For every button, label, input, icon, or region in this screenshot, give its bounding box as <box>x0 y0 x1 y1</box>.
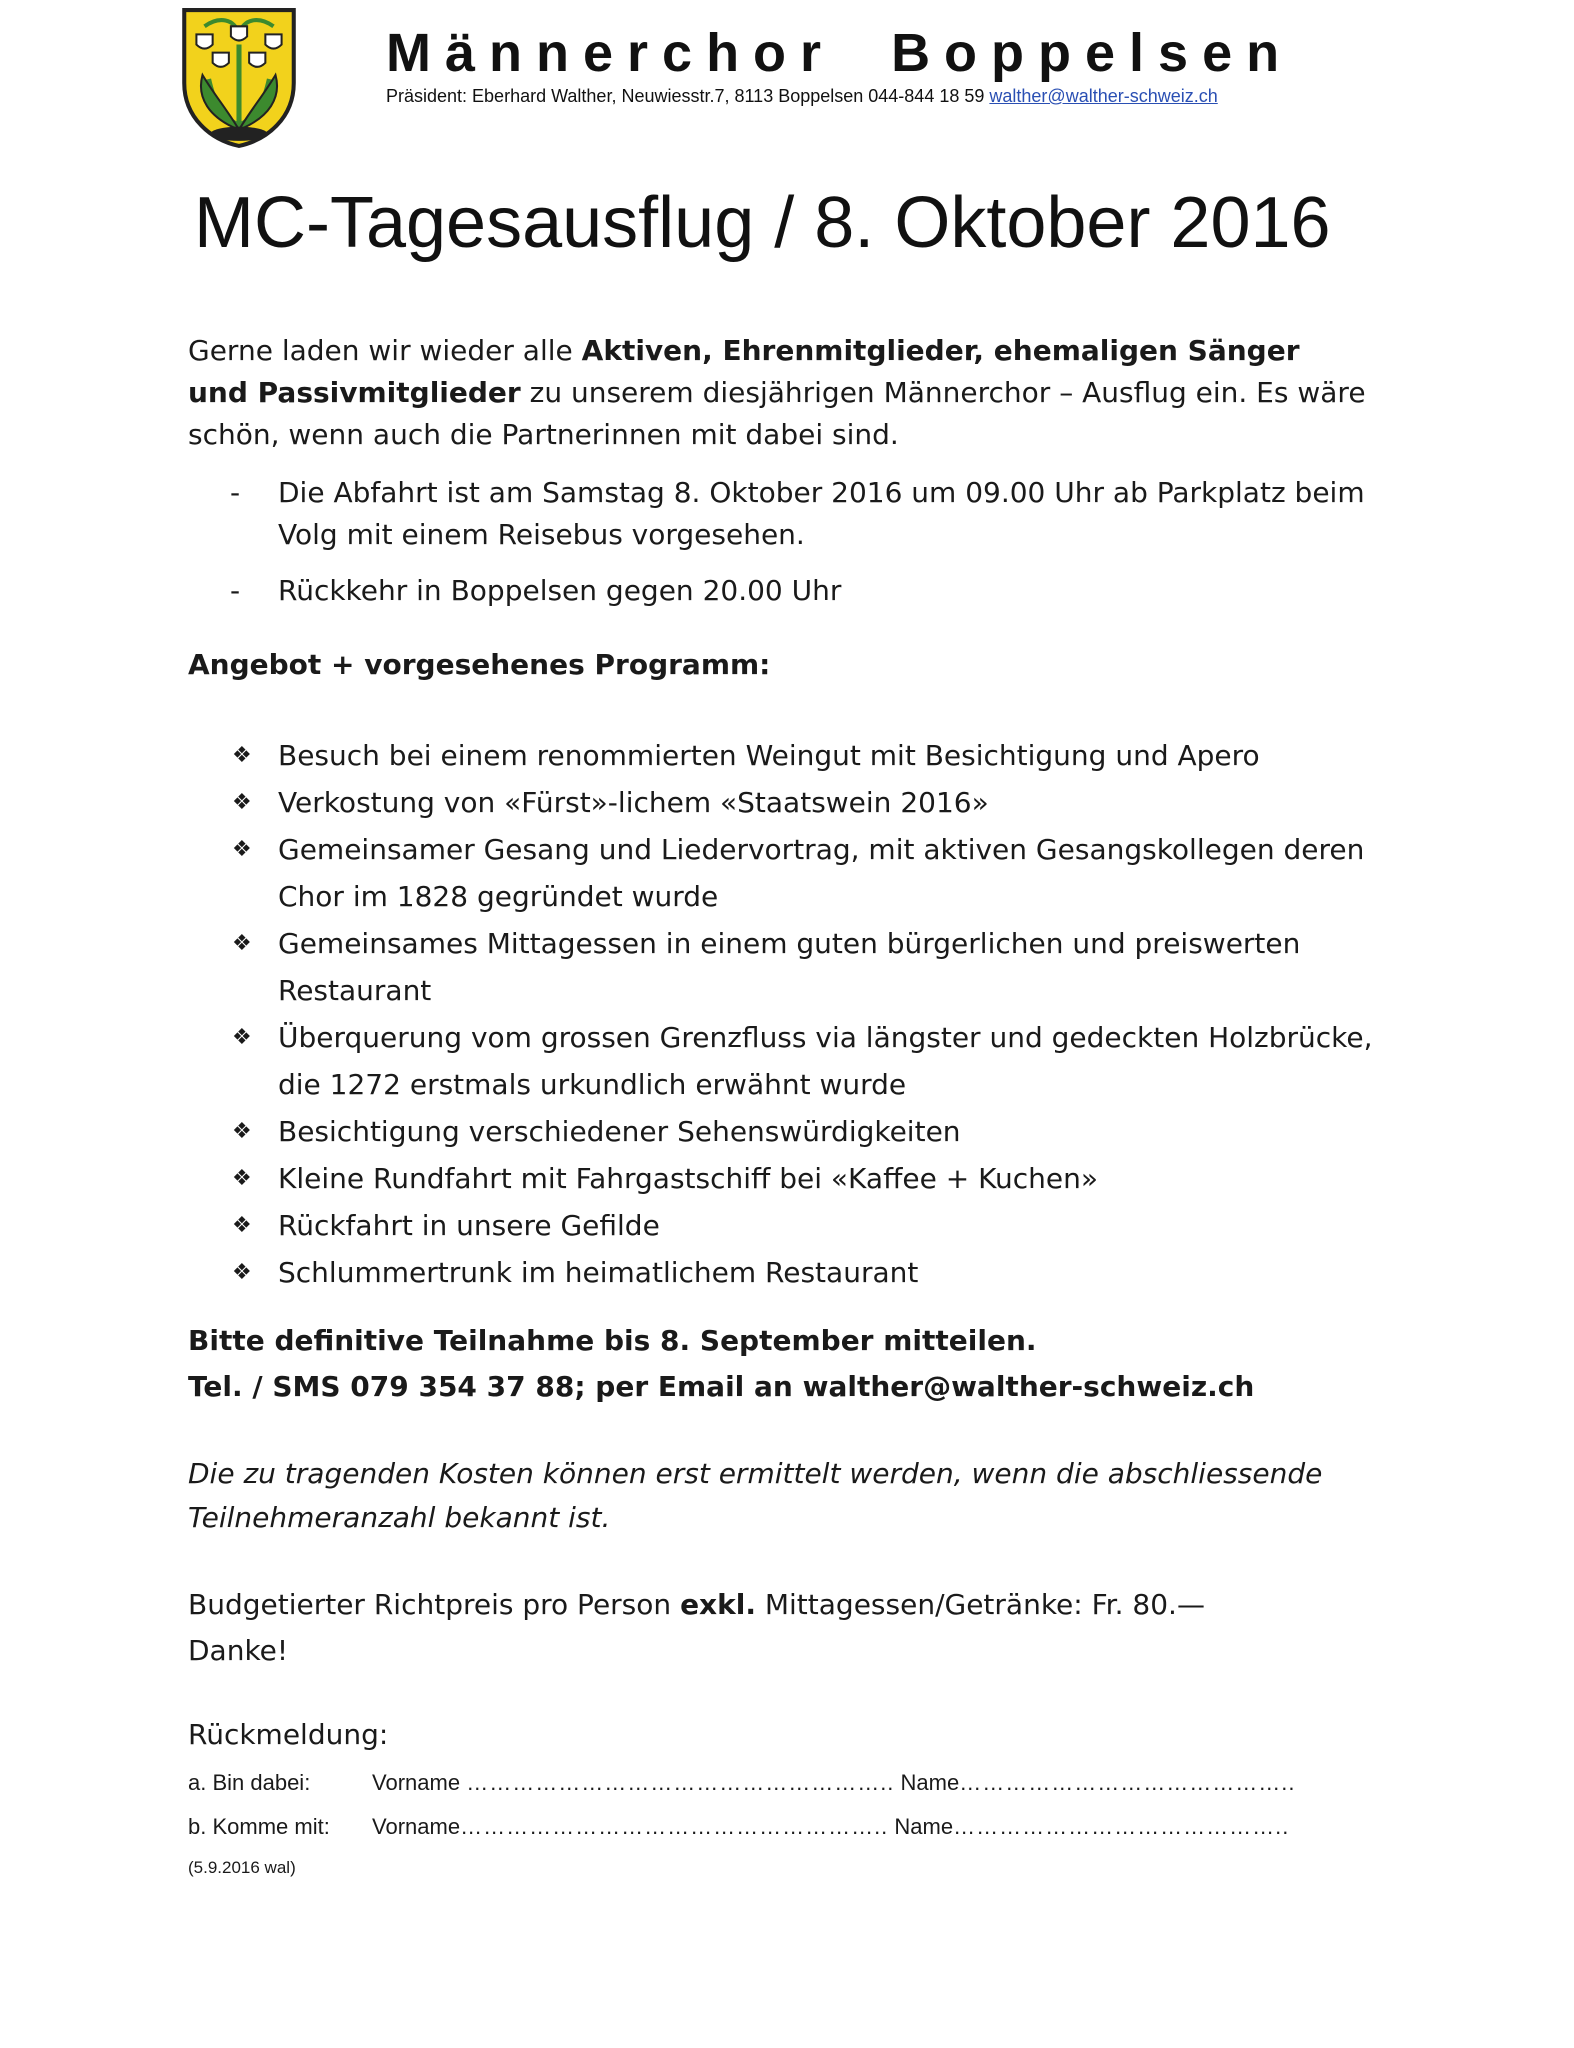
thanks-text: Danke! <box>188 1634 289 1667</box>
diamond-bullet-icon: ❖ <box>232 931 252 956</box>
list-item: ❖ Kleine Rundfahrt mit Fahrgastschiff bei «Kaffee + Kuchen» <box>188 1155 1388 1202</box>
organization-name: Männerchor Boppelsen <box>386 23 1294 83</box>
diamond-bullet-icon: ❖ <box>232 1119 252 1144</box>
program-list <box>188 732 1388 1296</box>
first-name-blank[interactable]: ……………………………………………….. <box>466 1770 895 1795</box>
president-contact-line: Präsident: Eberhard Walther, Neuwiesstr.7, 8113 Boppelsen 044-844 18 59 walther@walther-schweiz.ch <box>386 86 1218 106</box>
budget-paragraph: Budgetierter Richtpreis pro Person exkl. Mittagessen/Getränke: Fr. 80.— Danke! <box>188 1582 1388 1674</box>
reply-heading: Rückmeldung: <box>188 1718 389 1751</box>
list-item: ❖ Verkostung von «Fürst»-lichem «Staatswein 2016» <box>188 779 1388 826</box>
departure-info-list <box>188 472 1368 626</box>
registration-deadline <box>188 1318 1388 1410</box>
last-name-blank[interactable]: …………………………………….. <box>959 1770 1296 1795</box>
list-item: ❖ Gemeinsames Mittagessen in einem guten bürgerlichen und preiswerten Restaurant <box>188 920 1388 1014</box>
diamond-bullet-icon: ❖ <box>232 743 252 768</box>
diamond-bullet-icon: ❖ <box>232 1213 252 1238</box>
diamond-bullet-icon: ❖ <box>232 837 252 862</box>
diamond-bullet-icon: ❖ <box>232 1025 252 1050</box>
contact-line: Tel. / SMS 079 354 37 88; per Email an walther@walther-schweiz.ch <box>188 1370 1255 1403</box>
diamond-bullet-icon: ❖ <box>232 1260 252 1285</box>
diamond-bullet-icon: ❖ <box>232 790 252 815</box>
list-item: ❖ Gemeinsamer Gesang und Liedervortrag, mit aktiven Gesangskollegen deren Chor im 1828 gegründet wurde <box>188 826 1388 920</box>
program-heading: Angebot + vorgesehenes Programm: <box>188 648 771 681</box>
date-note: (5.9.2016 wal) <box>188 1858 296 1877</box>
list-item: ❖ Besuch bei einem renommierten Weingut mit Besichtigung und Apero <box>188 732 1388 779</box>
costs-note: Die zu tragenden Kosten können erst ermittelt werden, wenn die abschliessende Teilnehmeranzahl bekannt ist. <box>188 1457 1323 1534</box>
last-name-blank[interactable]: …………………………………….. <box>953 1814 1290 1839</box>
list-item: - Rückkehr in Boppelsen gegen 20.00 Uhr <box>188 570 1368 612</box>
intro-paragraph: Gerne laden wir wieder alle Aktiven, Ehrenmitglieder, ehemaligen Sänger und Passivmitglieder zu unserem diesjährigen Männerchor – Ausflug ein. Es wäre schön, wenn auch die Partnerinnen mit dabei sind. <box>188 334 1366 451</box>
crest-logo <box>178 4 300 150</box>
diamond-bullet-icon: ❖ <box>232 1166 252 1191</box>
reply-row-attending: a. Bin dabei: Vorname ……………………………………………….. Name…………………………………….. <box>188 1770 1296 1795</box>
reply-row-companion: b. Komme mit: Vorname……………………………………………….. Name…………………………………….. <box>188 1814 1290 1839</box>
list-item: ❖ Schlummertrunk im heimatlichem Restaurant <box>188 1249 1388 1296</box>
list-item: ❖ Rückfahrt in unsere Gefilde <box>188 1202 1388 1249</box>
list-item: - Die Abfahrt ist am Samstag 8. Oktober 2016 um 09.00 Uhr ab Parkplatz beim Volg mit einem Reisebus vorgesehen. <box>188 472 1368 556</box>
page-title: MC-Tagesausflug / 8. Oktober 2016 <box>194 183 1331 263</box>
deadline-line: Bitte definitive Teilnahme bis 8. September mitteilen. <box>188 1324 1037 1357</box>
first-name-blank[interactable]: ……………………………………………….. <box>460 1814 889 1839</box>
list-item: ❖ Überquerung vom grossen Grenzfluss via längster und gedeckten Holzbrücke, die 1272 erstmals urkundlich erwähnt wurde <box>188 1014 1388 1108</box>
president-email-link[interactable]: walther@walther-schweiz.ch <box>989 86 1218 106</box>
list-item: ❖ Besichtigung verschiedener Sehenswürdigkeiten <box>188 1108 1388 1155</box>
